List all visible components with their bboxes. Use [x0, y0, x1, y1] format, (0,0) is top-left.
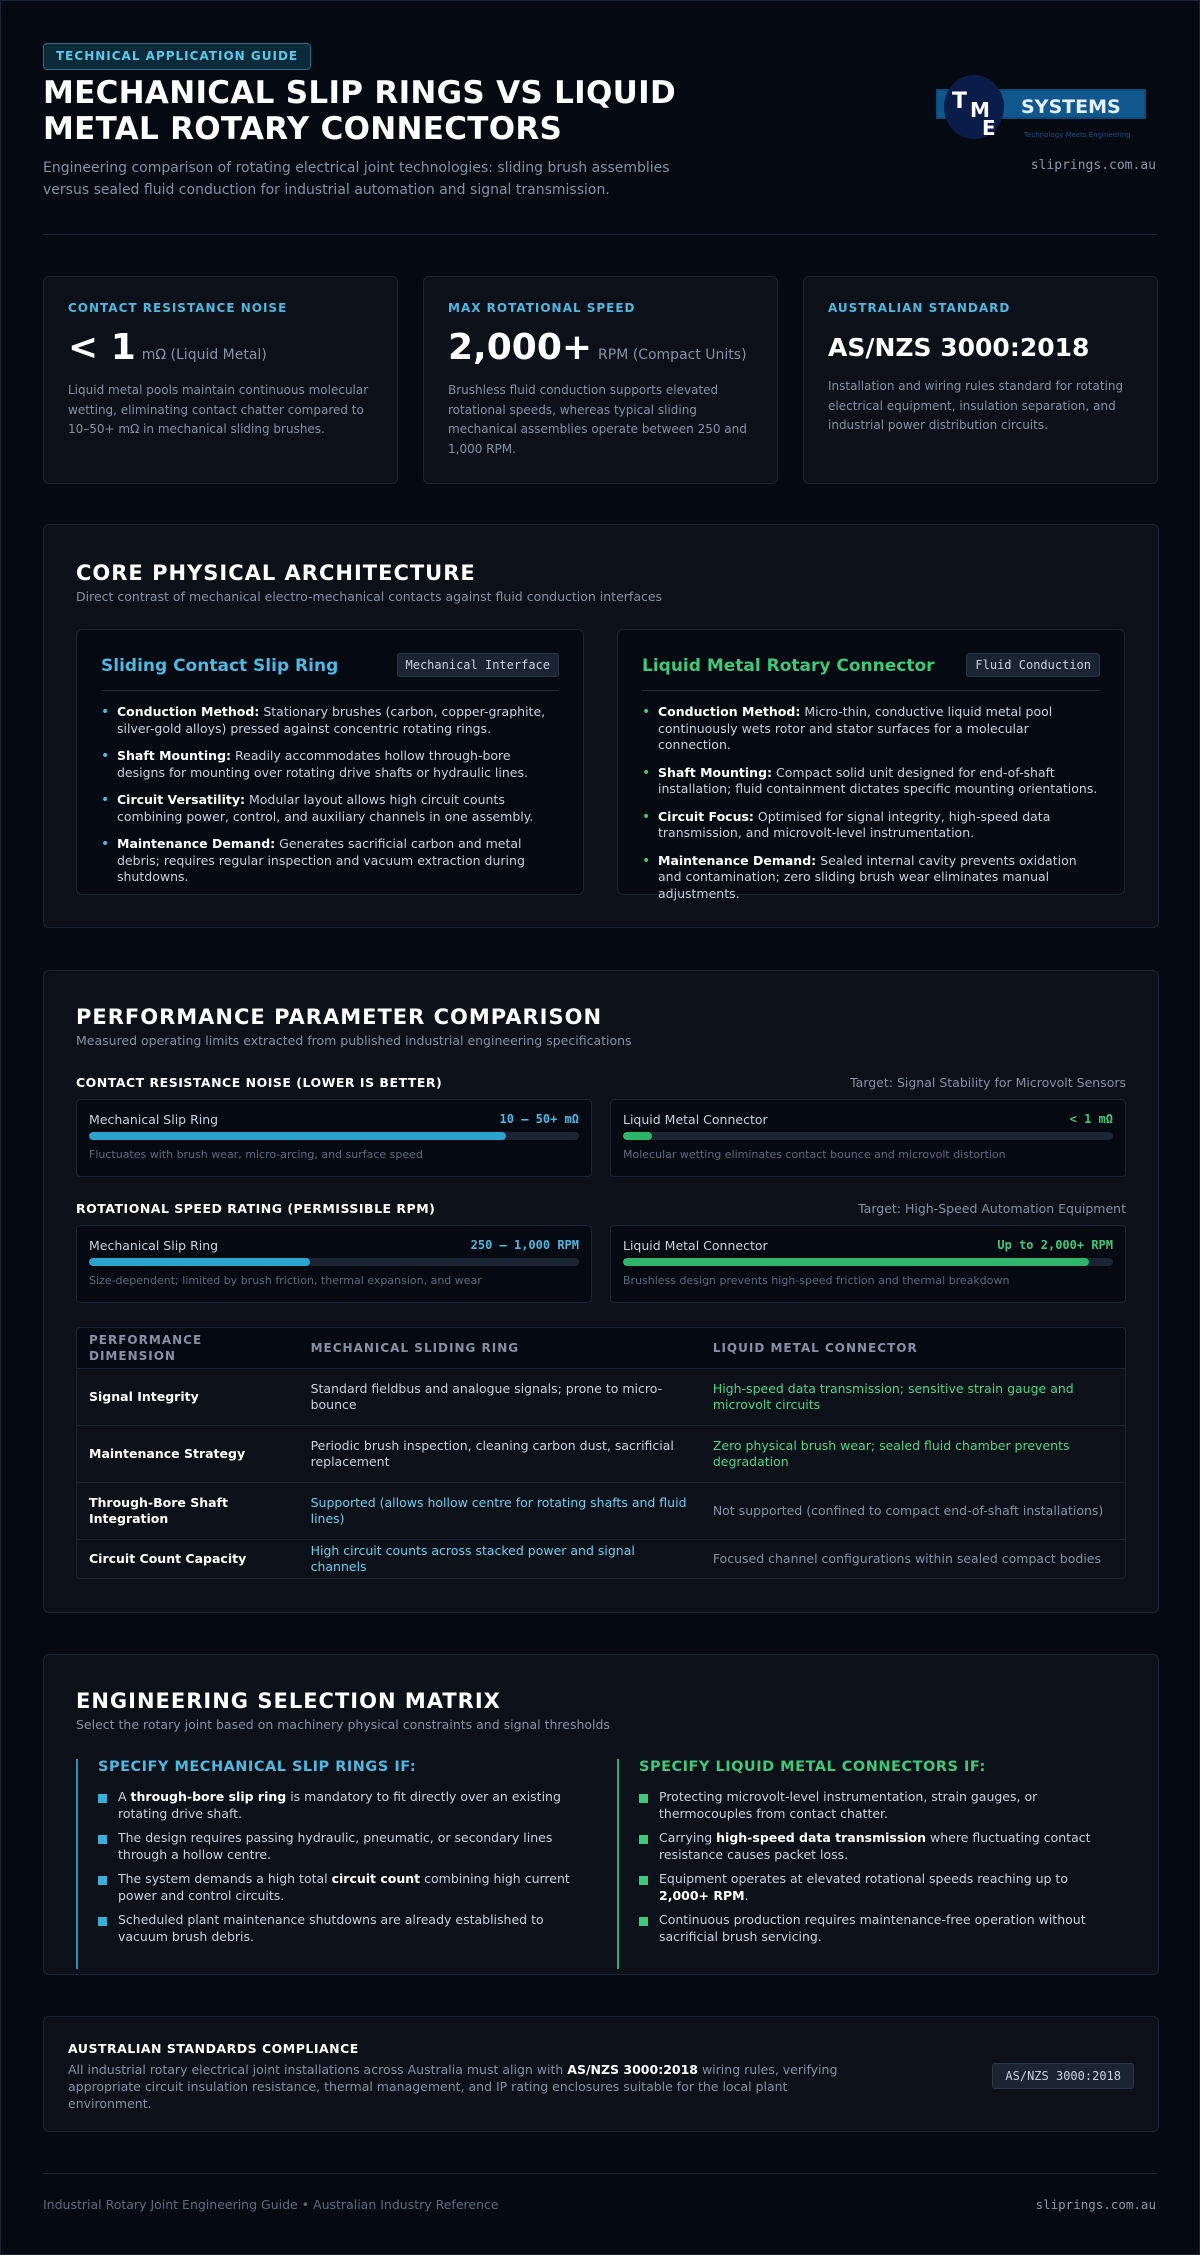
- meter-track: [89, 1258, 579, 1266]
- table-cell: Circuit Count Capacity: [89, 1550, 247, 1566]
- table-cell: Supported (allows hollow centre for rotating shafts and fluid lines): [310, 1494, 687, 1526]
- meter-fill: [623, 1132, 652, 1140]
- stat-label: CONTACT RESISTANCE NOISE: [68, 301, 288, 315]
- meter-value: < 1 mΩ: [1069, 1112, 1113, 1126]
- compliance-text: All industrial rotary electrical joint installations across Australia must align with AS/NZS 3000:2018 wiring rules, verifying appropriate circuit insulation resistance, thermal management, and IP rating enclosures suitable for the local plant environment.: [68, 2062, 838, 2111]
- criteria-list: [98, 1789, 576, 1945]
- meter-mechanical-resistance: [76, 1099, 592, 1177]
- logo-tagline: Technology Meets Engineering: [1024, 131, 1131, 139]
- metric-heading: CONTACT RESISTANCE NOISE (LOWER IS BETTER): [76, 1075, 443, 1090]
- mechanical-criteria: [76, 1759, 576, 1969]
- section-subtitle: Select the rotary joint based on machinery physical constraints and signal thresholds: [76, 1717, 610, 1732]
- table-cell: High-speed data transmission; sensitive strain gauge and microvolt circuits: [712, 1380, 1074, 1412]
- table-row: [77, 1539, 1125, 1578]
- card-divider: [101, 690, 559, 691]
- page-subtitle: Engineering comparison of rotating electrical joint technologies: sliding brush assemblies versus sealed fluid conduction for industrial automation and signal transmission.: [43, 160, 670, 198]
- feature-list: [642, 704, 1100, 913]
- metric-target: Target: High-Speed Automation Equipment: [858, 1201, 1126, 1216]
- meter-label: Liquid Metal Connector: [623, 1112, 768, 1127]
- list-item: • Maintenance Demand: Sealed internal cavity prevents oxidation and contamination; zero sliding brush wear eliminates manual adjustments.: [642, 853, 1100, 903]
- footer-divider: [43, 2173, 1157, 2174]
- tme-systems-logo[interactable]: [936, 75, 1151, 151]
- meter-fill: [89, 1132, 506, 1140]
- list-item: A through-bore slip ring is mandatory to fit directly over an existing rotating drive shaft.: [98, 1789, 576, 1822]
- site-url[interactable]: sliprings.com.au: [1030, 158, 1156, 173]
- stat-label: AUSTRALIAN STANDARD: [828, 301, 1011, 315]
- card-title: Liquid Metal Rotary Connector: [642, 656, 935, 676]
- card-divider: [642, 690, 1100, 691]
- liquid-metal-card: [617, 629, 1125, 901]
- list-item: Equipment operates at elevated rotational speeds reaching up to 2,000+ RPM.: [639, 1871, 1117, 1904]
- meter-note: Molecular wetting eliminates contact bounce and microvolt distortion: [623, 1148, 1006, 1161]
- table-cell: Focused channel configurations within sealed compact bodies: [712, 1550, 1102, 1566]
- stat-card-standard: [803, 276, 1158, 484]
- section-title: ENGINEERING SELECTION MATRIX: [76, 1689, 501, 1713]
- guide-badge: TECHNICAL APPLICATION GUIDE: [43, 43, 311, 70]
- list-item: • Shaft Mounting: Readily accommodates hollow through-bore designs for mounting over rotating drive shafts or hydraulic lines.: [101, 748, 559, 781]
- meter-label: Liquid Metal Connector: [623, 1238, 768, 1253]
- column-header: PERFORMANCE DIMENSION: [89, 1332, 203, 1363]
- stat-description: Installation and wiring rules standard for rotating electrical equipment, insulation separation, and industrial power distribution circuits.: [828, 379, 1124, 432]
- table-cell: High circuit counts across stacked power and signal channels: [310, 1542, 635, 1574]
- table-cell: Standard fieldbus and analogue signals; prone to micro-bounce: [310, 1380, 663, 1412]
- list-item: • Conduction Method: Micro-thin, conductive liquid metal pool continuously wets rotor and stator surfaces for a molecular connection.: [642, 704, 1100, 754]
- criteria-list: [639, 1789, 1117, 1945]
- column-header: MECHANICAL SLIDING RING: [310, 1340, 520, 1355]
- comparison-table: [76, 1327, 1126, 1579]
- section-subtitle: Measured operating limits extracted from published industrial engineering specifications: [76, 1033, 632, 1048]
- header-divider: [43, 234, 1157, 235]
- table-row: [77, 1368, 1125, 1425]
- table-cell: Zero physical brush wear; sealed fluid chamber prevents degradation: [712, 1437, 1070, 1469]
- feature-list: [101, 704, 559, 897]
- meter-track: [623, 1132, 1113, 1140]
- criteria-title: SPECIFY MECHANICAL SLIP RINGS IF:: [98, 1759, 417, 1775]
- logo-letter-m: M: [970, 98, 990, 122]
- table-cell: Signal Integrity: [89, 1388, 199, 1404]
- card-tag: Fluid Conduction: [966, 653, 1100, 677]
- list-item: • Circuit Focus: Optimised for signal integrity, high-speed data transmission, and microvolt-level instrumentation.: [642, 809, 1100, 842]
- list-item: • Conduction Method: Stationary brushes (carbon, copper-graphite, silver-gold alloys) pressed against concentric rotating rings.: [101, 704, 559, 737]
- logo-letter-e: E: [982, 116, 996, 140]
- section-subtitle: Direct contrast of mechanical electro-mechanical contacts against fluid conduction interfaces: [76, 589, 663, 604]
- selection-matrix-section: [43, 1654, 1159, 1975]
- footer-url[interactable]: sliprings.com.au: [1035, 2197, 1156, 2212]
- meter-value: Up to 2,000+ RPM: [997, 1238, 1113, 1252]
- meter-fill: [623, 1258, 1089, 1266]
- table-cell: Maintenance Strategy: [89, 1445, 246, 1461]
- list-item: The design requires passing hydraulic, pneumatic, or secondary lines through a hollow centre.: [98, 1830, 576, 1863]
- standards-compliance-panel: [43, 2016, 1159, 2132]
- card-tag: Mechanical Interface: [397, 653, 560, 677]
- standard-badge: AS/NZS 3000:2018: [992, 2063, 1134, 2089]
- list-item: The system demands a high total circuit count combining high current power and control circuits.: [98, 1871, 576, 1904]
- table-row: [77, 1425, 1125, 1482]
- compliance-title: AUSTRALIAN STANDARDS COMPLIANCE: [68, 2041, 359, 2056]
- meter-liquid-speed: [610, 1225, 1126, 1303]
- table-header-row: [77, 1328, 1125, 1368]
- meter-note: Brushless design prevents high-speed friction and thermal breakdown: [623, 1274, 1010, 1287]
- meter-note: Fluctuates with brush wear, micro-arcing, and surface speed: [89, 1148, 423, 1161]
- logo-letter-t: T: [952, 89, 968, 114]
- meter-value: 250 – 1,000 RPM: [470, 1238, 579, 1252]
- table-row: [77, 1482, 1125, 1539]
- slip-ring-card: [76, 629, 584, 895]
- meter-note: Size-dependent; limited by brush friction, thermal expansion, and wear: [89, 1274, 482, 1287]
- stat-card-speed: [423, 276, 778, 484]
- stat-value: 2,000+: [448, 327, 593, 368]
- stat-description: Liquid metal pools maintain continuous molecular wetting, eliminating contact chatter compared to 10–50+ mΩ in mechanical sliding brushes.: [68, 383, 369, 436]
- footer-caption: Industrial Rotary Joint Engineering Guide • Australian Industry Reference: [43, 2197, 499, 2212]
- meter-track: [89, 1132, 579, 1140]
- stat-label: MAX ROTATIONAL SPEED: [448, 301, 636, 315]
- table-cell: Periodic brush inspection, cleaning carbon dust, sacrificial replacement: [310, 1437, 674, 1469]
- list-item: • Maintenance Demand: Generates sacrificial carbon and metal debris; requires regular inspection and vacuum extraction during shutdowns.: [101, 836, 559, 886]
- architecture-section: [43, 524, 1159, 928]
- meter-label: Mechanical Slip Ring: [89, 1238, 219, 1253]
- stat-description: Brushless fluid conduction supports elevated rotational speeds, whereas typical sliding mechanical assemblies operate between 250 and 1,000 RPM.: [448, 383, 747, 456]
- meter-label: Mechanical Slip Ring: [89, 1112, 219, 1127]
- meter-track: [623, 1258, 1113, 1266]
- page-title: MECHANICAL SLIP RINGS VS LIQUID METAL ROTARY CONNECTORS: [43, 75, 677, 147]
- list-item: • Shaft Mounting: Compact solid unit designed for end-of-shaft installation; fluid containment dictates specific mounting orientations.: [642, 765, 1100, 798]
- list-item: Scheduled plant maintenance shutdowns are already established to vacuum brush debris.: [98, 1912, 576, 1945]
- list-item: Carrying high-speed data transmission where fluctuating contact resistance causes packet loss.: [639, 1830, 1117, 1863]
- logo-wordmark: SYSTEMS: [1021, 96, 1121, 118]
- stat-value: AS/NZS 3000:2018: [828, 333, 1090, 362]
- performance-section: [43, 970, 1159, 1613]
- stat-card-resistance: [43, 276, 398, 484]
- liquid-criteria: [617, 1759, 1117, 1969]
- stat-unit: mΩ (Liquid Metal): [141, 347, 267, 363]
- meter-mechanical-speed: [76, 1225, 592, 1303]
- table-cell: Not supported (confined to compact end-of-shaft installations): [712, 1502, 1104, 1518]
- table-cell: Through-Bore Shaft Integration: [89, 1494, 228, 1526]
- criteria-title: SPECIFY LIQUID METAL CONNECTORS IF:: [639, 1759, 986, 1775]
- list-item: • Circuit Versatility: Modular layout allows high circuit counts combining power, control, and auxiliary channels in one assembly.: [101, 792, 559, 825]
- stat-value: < 1: [68, 327, 136, 368]
- section-title: CORE PHYSICAL ARCHITECTURE: [76, 561, 476, 585]
- meter-liquid-resistance: [610, 1099, 1126, 1177]
- meter-value: 10 – 50+ mΩ: [499, 1112, 579, 1126]
- card-title: Sliding Contact Slip Ring: [101, 656, 339, 676]
- list-item: Protecting microvolt-level instrumentation, strain gauges, or thermocouples from contact chatter.: [639, 1789, 1117, 1822]
- column-header: LIQUID METAL CONNECTOR: [712, 1340, 918, 1355]
- section-title: PERFORMANCE PARAMETER COMPARISON: [76, 1005, 603, 1029]
- metric-heading: ROTATIONAL SPEED RATING (PERMISSIBLE RPM): [76, 1201, 436, 1216]
- stat-unit: RPM (Compact Units): [598, 347, 747, 363]
- list-item: Continuous production requires maintenance-free operation without sacrificial brush servicing.: [639, 1912, 1117, 1945]
- metric-target: Target: Signal Stability for Microvolt Sensors: [850, 1075, 1126, 1090]
- meter-fill: [89, 1258, 310, 1266]
